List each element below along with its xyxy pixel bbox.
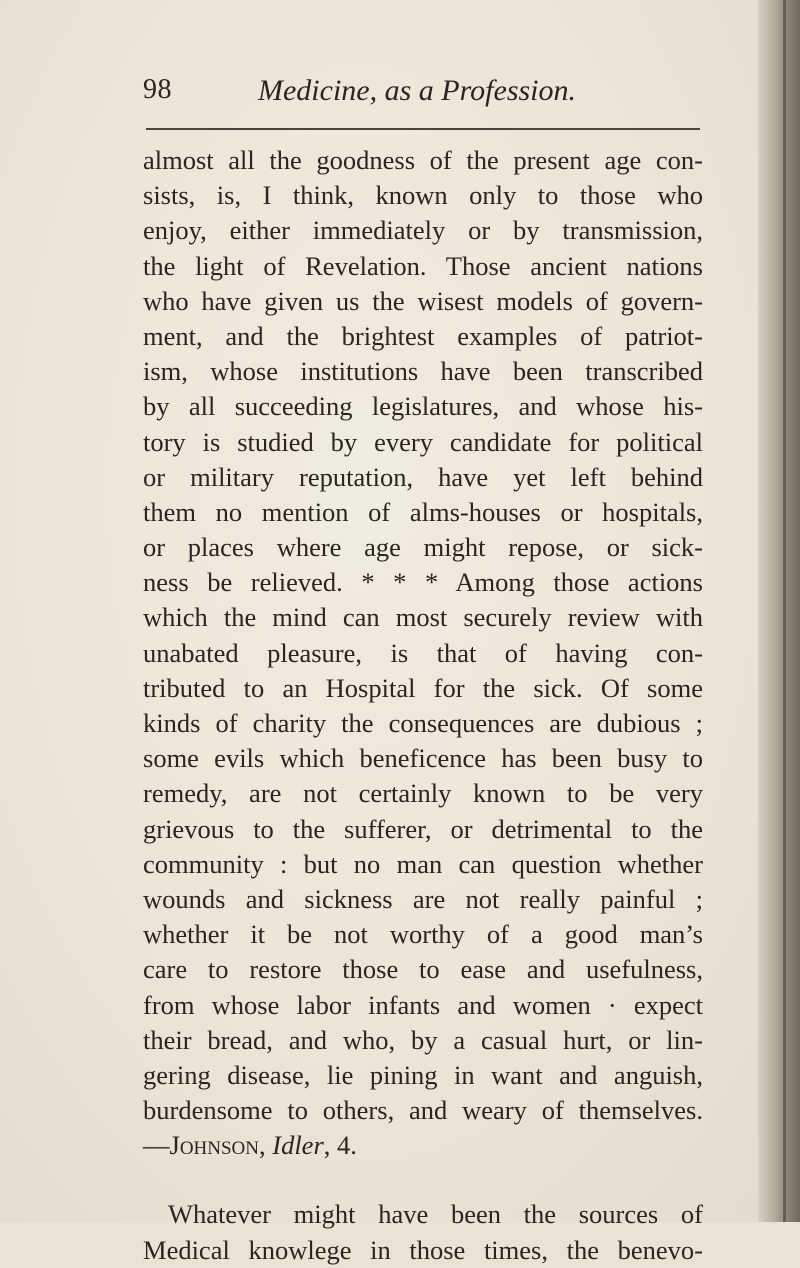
text-line: the light of Revelation. Those ancient nations: [143, 250, 703, 281]
text-line: almost all the goodness of the present age con-: [143, 145, 703, 175]
text-line: ment, and the brightest examples of patriot-: [143, 320, 703, 351]
text-line: which the mind can most securely review with: [143, 602, 703, 633]
binding-line: [783, 0, 786, 1222]
text-line: Whatever might have been the sources of: [168, 1199, 703, 1230]
text-line: burdensome to others, and weary of themselves.: [143, 1095, 703, 1126]
text-line: grievous to the sufferer, or detrimental to the: [143, 813, 703, 844]
paragraph-gap: [143, 1163, 703, 1197]
attribution-number: , 4.: [323, 1130, 357, 1161]
text-line: some evils which beneficence has been busy to: [143, 743, 703, 774]
text-line: Medical knowlege in those times, the benevo-: [143, 1234, 703, 1265]
text-line: ness be relieved. * * * Among those actions: [143, 567, 703, 598]
attribution-author: Johnson,: [169, 1130, 266, 1161]
text-line: who have given us the wisest models of govern-: [143, 285, 703, 316]
text-line: tory is studied by every candidate for political: [143, 426, 703, 457]
text-line: them no mention of alms-houses or hospitals,: [143, 496, 703, 527]
page-number: 98: [143, 74, 172, 105]
text-line: or places where age might repose, or sick-: [143, 532, 703, 563]
text-line: tributed to an Hospital for the sick. Of some: [143, 672, 703, 703]
text-line: unabated pleasure, is that of having con-: [143, 637, 703, 668]
running-title: Medicine, as a Profession.: [258, 74, 577, 107]
text-line: sists, is, I think, known only to those who: [143, 180, 703, 211]
text-line: wounds and sickness are not really painful ;: [143, 883, 703, 914]
book-gutter: [758, 0, 800, 1222]
text-line: or military reputation, have yet left behind: [143, 461, 703, 492]
text-line: whether it be not worthy of a good man’s: [143, 919, 703, 950]
text-line: from whose labor infants and women · expect: [143, 989, 703, 1020]
text-line: gering disease, lie pining in want and anguish,: [143, 1059, 703, 1090]
quotation-paragraph: [143, 143, 703, 1163]
body-text: [143, 143, 703, 1268]
text-line: by all succeeding legislatures, and whose his-: [143, 391, 703, 422]
header-rule: [146, 128, 700, 130]
page-header: [143, 74, 703, 118]
text-line: kinds of charity the consequences are dubious ;: [143, 708, 703, 738]
text-line: enjoy, either immediately or by transmission,: [143, 215, 703, 246]
text-line: care to restore those to ease and usefulness,: [143, 954, 703, 985]
attribution-work: Idler: [272, 1130, 324, 1161]
text-line: their bread, and who, by a casual hurt, or lin-: [143, 1024, 703, 1055]
attribution: [143, 1128, 703, 1163]
body-paragraph: [143, 1197, 703, 1267]
attribution-dash: —: [143, 1130, 170, 1161]
text-line: ism, whose institutions have been transcribed: [143, 356, 703, 387]
text-line: remedy, are not certainly known to be very: [143, 778, 703, 809]
text-line: community : but no man can question whether: [143, 848, 703, 879]
